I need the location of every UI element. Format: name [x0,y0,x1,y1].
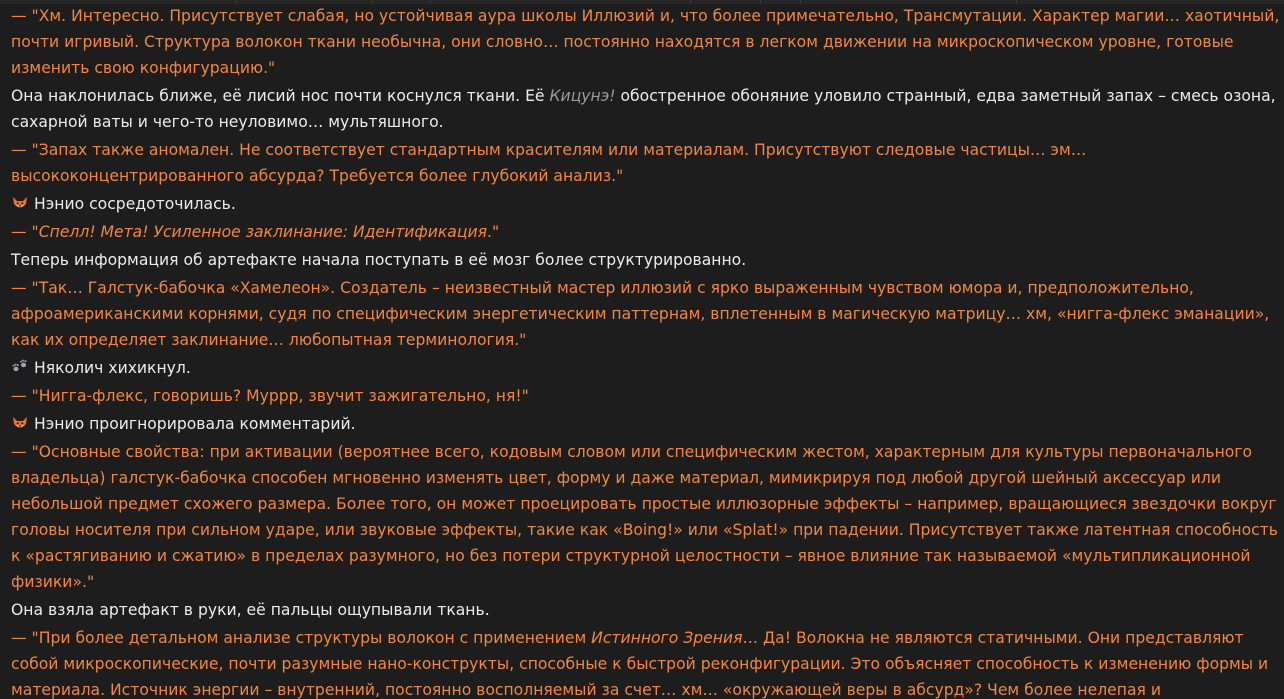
dialogue-line: — "Запах также аномален. Не соответствует стандартным красителям или материалам. Присутствуют следовые частицы… эм… высококонцентрированного абсурда? Требуется более глубокий анализ." [11,141,1087,185]
dialogue-line: — "Нигга-флекс, говоришь? Муррр, звучит зажигательно, ня!" [11,387,529,405]
message-text [11,3,1281,699]
kitsune-emphasis: Кицунэ! [549,87,616,105]
narration-line: Она наклонилась ближе, её лисий нос почти коснулся ткани. Её Кицунэ! обостренное обоняние уловило странный, едва заметный запах – смесь озона, сахарной ваты и чего-то неуловимо… мультяшного. [11,87,1276,131]
dialogue-line: — "Спелл! Мета! Усиленное заклинание: Идентификация." [11,223,500,241]
dialogue-line: — "Основные свойства: при активации (вероятнее всего, кодовым словом или специфическим жестом, характерным для культуры первоначального владельца) галстук-бабочка способен мгновенно изменять цвет, форму и даже материал, мимикрируя под любой другой шейный аксессуар или небольшой предмет схожего размера. Более того, он может проецировать простые иллюзорные эффекты – например, вращающиеся звездочки вокруг головы носителя при сильном ударе, или звуковые эффекты, такие как «Boing!» или «Splat!» при падении. Присутствует также латентная способность к «растягиванию и сжатию» в пределах разумного, но без потери структурной целостности – явное влияние так называемой «мультипликационной физики»." [11,443,1278,591]
dialogue-line: — "Хм. Интересно. Присутствует слабая, но устойчивая аура школы Иллюзий и, что более примечательно, Трансмутации. Характер магии… хаотичный, почти игривый. Структура волокон ткани необычна, они словно… постоянно находятся в легком движении на микроскопическом уровне, готовые изменить свою конфигурацию." [11,7,1280,77]
narration-line: Она взяла артефакт в руки, её пальцы ощупывали ткань. [11,601,490,619]
narration-line: Теперь информация об артефакте начала поступать в её мозг более структурированно. [11,251,747,269]
true-sight-emphasis: Истинного Зрения [591,629,743,647]
fox-face-icon [11,414,29,432]
narration-line: Няколич хихикнул. [11,355,1281,381]
dialogue-line: — "При более детальном анализе структуры волокон с применением Истинного Зрения… Да! Волокна не являются статичными. Они представляют собой микроскопические, почти разумные нано-конструкты, способные к быстрой реконфигурации. Это объясняет способность к изменению формы и материала. Источник энергии – внутренний, постоянно восполняемый за счет… хм… «окружающей веры в абсурд»? Чем более нелепая и [11,629,1269,699]
dialogue-line: — "Так… Галстук-бабочка «Хамелеон». Создатель – неизвестный мастер иллюзий с ярко выраженным чувством юмора и, предположительно, афроамериканскими корнями, судя по специфическим энергетическим паттернам, вплетенным в магическую матрицу… хм, «нигга-флекс эманации», как их определяет заклинание… любопытная терминология." [11,279,1270,349]
paw-prints-icon [11,358,29,376]
narration-line: Нэнио сосредоточилась. [11,191,1281,217]
fox-face-icon [11,194,29,212]
narration-line: Нэнио проигнорировала комментарий. [11,411,1281,437]
spell-name: Спелл! Мета! Усиленное заклинание: Идентификация [38,223,487,241]
